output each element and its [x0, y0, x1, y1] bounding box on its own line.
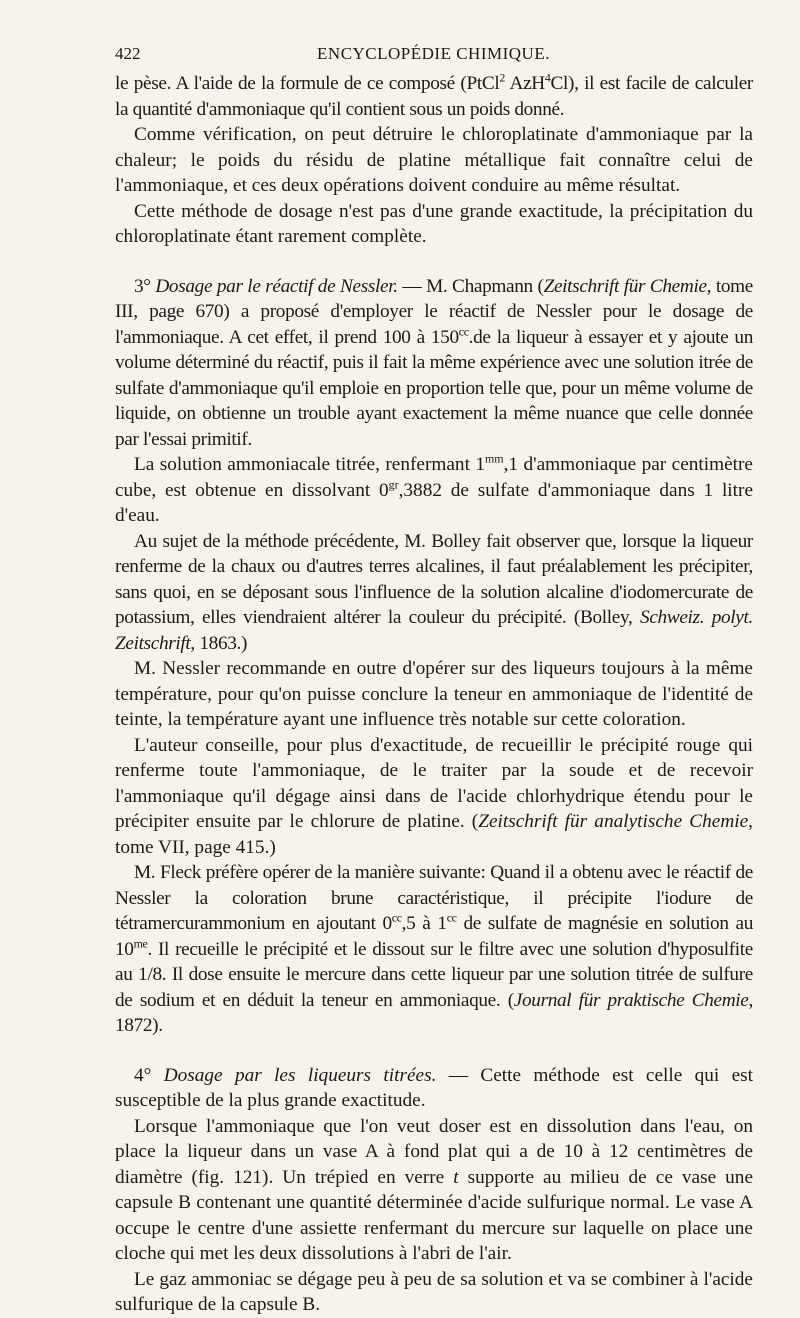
running-title: ENCYCLOPÉDIE CHIMIQUE.: [317, 44, 550, 63]
paragraph: [115, 71, 753, 122]
text-span: M. Fleck préfère opérer de la manière suivante: Quand il a obtenu avec le réactif de Nessler la coloration brune caractéristique, il précipite l'iodure de tétramercurammonium en ajoutant 0: [115, 862, 753, 934]
paragraph: [115, 1114, 753, 1267]
text-span: Comme vérification, on peut détruire le chloroplatinate d'ammoniaque par la chaleur; le poids du résidu de platine métallique fait connaître celui de l'ammoniaque, et ces deux opérations doivent conduire au même résultat.: [115, 124, 753, 196]
paragraph: [115, 860, 753, 1039]
italic-text: Journal für praktische Chemie: [513, 989, 749, 1011]
text-span: le pèse. A l'aide de la formule de ce composé (PtCl: [115, 73, 500, 94]
text-span: — M. Chapmann (: [397, 275, 544, 297]
superscript: 4: [544, 70, 551, 85]
paragraph: [115, 452, 753, 529]
page-number: 422: [115, 44, 141, 63]
superscript: cc: [458, 324, 469, 339]
text-span: L'auteur conseille, pour plus d'exactitude, de recueillir le précipité rouge qui renferme toute l'ammoniaque, de le traiter par la soude et de recevoir l'ammoniaque qu'il dégage ainsi dans de l'acide chlorhydrique étendu pour le précipiter ensuite par le chlorure de platine. (: [115, 734, 753, 832]
superscript: mm: [484, 451, 504, 466]
text-span: M. Nessler recommande en outre d'opérer sur des liqueurs toujours à la même température, pour qu'on puisse conclure la teneur en ammoniaque de l'identité de teinte, la température ayant une influence très notable sur cette coloration.: [115, 658, 753, 730]
text-span: , tome VII, page 415.): [115, 811, 753, 858]
paragraph: [115, 199, 753, 250]
superscript: 2: [499, 70, 506, 85]
text-span: .de la liqueur à essayer et y ajoute un volume déterminé du réactif, puis il fait la même expérience avec une solution itrée de sulfate d'ammoniaque qu'il emploie en proportion telle que, pour un même volume de liquide, on obtienne un trouble ayant exactement la même nuance que celle donnée par l'essai primitif.: [115, 326, 753, 450]
paragraph: [115, 529, 753, 657]
superscript: cc: [446, 910, 457, 925]
text-span: Au sujet de la méthode précédente, M. Bolley fait observer que, lorsque la liqueur renferme de la chaux ou d'autres terres alcalines, il faut préalablement les précipiter, sans quoi, en se déposant sous l'influence de la solution alcaline d'iodomercurate de potassium, elles viendraient altérer la couleur du précipité. (Bolley,: [115, 530, 753, 628]
text-span: Le gaz ammoniac se dégage peu à peu de sa solution et va se combiner à l'acide sulfurique de la capsule B.: [115, 1268, 753, 1315]
text-span: La solution ammoniacale titrée, renfermant 1: [134, 454, 485, 475]
italic-text: Dosage par le réactif de Nessler.: [155, 275, 398, 297]
text-span: supporte au milieu de ce vase une capsule B contenant une quantité déterminée d'acide sulfurique normal. Le vase A occupe le centre d'une assiette renfermant du mercure sur laquelle on place une cloche qui met les deux dissolutions à l'abri de l'air.: [115, 1166, 753, 1264]
text-span: AzH: [505, 73, 545, 94]
superscript: me: [133, 936, 148, 951]
text-span: , tome III, page 670) a proposé d'employer le réactif de Nessler pour le dosage de l'ammoniaque. A cet effet, il prend 100 à 150: [115, 275, 753, 348]
paragraph: [115, 656, 753, 733]
superscript: cc: [391, 910, 402, 925]
text-span: ,1 d'ammoniaque par centimètre cube, est obtenue en dissolvant 0: [115, 454, 753, 501]
text-span: , 1863.): [190, 632, 248, 654]
text-span: ,5 à 1: [401, 913, 447, 934]
italic-text: Zeitschrift für Chemie: [543, 275, 707, 297]
text-span: Cette méthode de dosage n'est pas d'une grande exactitude, la précipitation du chloroplatinate étant rarement complète.: [115, 200, 753, 247]
text-span: de sulfate de magnésie en solution au 10: [115, 913, 753, 960]
text-span: , 1872).: [115, 989, 753, 1036]
italic-text: Schweiz. polyt. Zeitschrift: [115, 607, 753, 654]
text-span: 3°: [134, 275, 156, 297]
section-paragraph: [115, 274, 753, 453]
text-span: ,3882 de sulfate d'ammoniaque dans 1 litre d'eau.: [115, 479, 753, 526]
italic-text: Zeitschrift für analytische Chemie: [478, 811, 749, 832]
paragraph: [115, 1267, 753, 1318]
text-span: 4°: [134, 1064, 164, 1086]
text-span: — Cette méthode est celle qui est susceptible de la plus grande exactitude.: [115, 1064, 754, 1111]
paragraph: [115, 122, 753, 199]
text-span: Lorsque l'ammoniaque que l'on veut doser est en dissolution dans l'eau, on place la liqueur dans un vase A à fond plat qui a de 10 à 12 centimètres de diamètre (fig. 121). Un trépied en verre: [115, 1115, 753, 1188]
body-text: [115, 71, 753, 1318]
section-paragraph: [115, 1063, 753, 1114]
paragraph: [115, 733, 753, 861]
italic-text: Dosage par les liqueurs titrées.: [163, 1064, 437, 1086]
text-span: Cl), il est facile de calculer la quantité d'ammoniaque qu'il contient sous un poids donné.: [115, 73, 753, 120]
italic-text: t: [453, 1166, 459, 1188]
text-span: . Il recueille le précipité et le dissout sur le filtre avec une solution d'hyposulfite au 1/8. Il dose ensuite le mercure dans cette liqueur par une solution titrée de sulfure de sodium et en déduit la teneur en ammoniaque. (: [115, 938, 753, 1011]
running-header: [115, 44, 752, 72]
superscript: gr: [388, 477, 399, 492]
